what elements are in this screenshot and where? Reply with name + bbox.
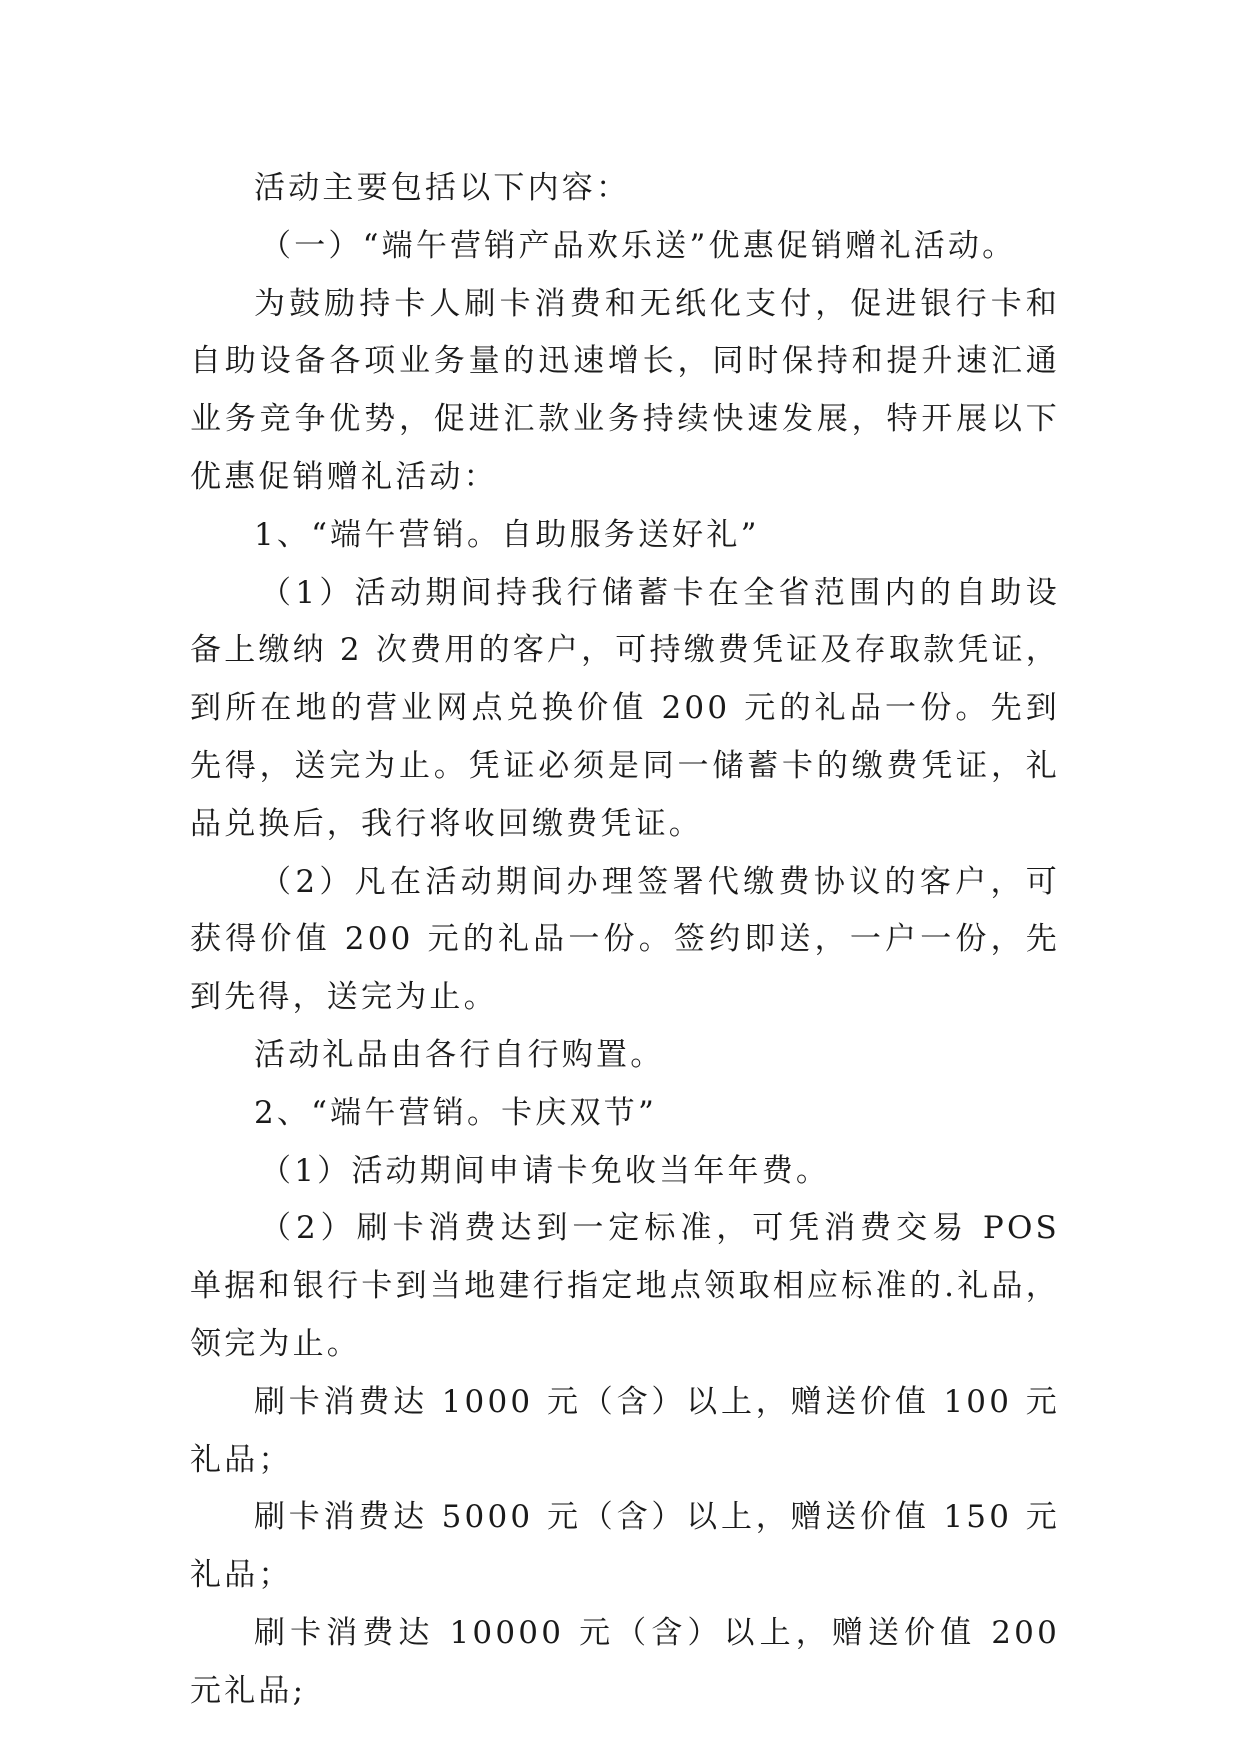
paragraph-item-1-2: （2）凡在活动期间办理签署代缴费协议的客户，可获得价值 200 元的礼品一份。签约即送，一户一份，先到先得，送完为止。 bbox=[190, 863, 1060, 1016]
subsection-heading-2: 2、“端午营销。卡庆双节” bbox=[254, 1094, 658, 1131]
list-item-tier-5000: 刷卡消费达 5000 元（含）以上，赠送价值 150 元礼品； bbox=[190, 1499, 1060, 1594]
list-item-tier-1000: 刷卡消费达 1000 元（含）以上，赠送价值 100 元礼品； bbox=[190, 1383, 1060, 1478]
paragraph-intro: 活动主要包括以下内容： bbox=[254, 170, 631, 206]
paragraph-item-2-1: （1）活动期间申请卡免收当年年费。 bbox=[260, 1152, 831, 1189]
paragraph-purpose: 为鼓励持卡人刷卡消费和无纸化支付，促进银行卡和自助设备各项业务量的迅速增长，同时保持和提升速汇通业务竞争优势，促进汇款业务持续快速发展，特开展以下优惠促销赠礼活动： bbox=[190, 285, 1060, 495]
paragraph-gift-note: 活动礼品由各行自行购置。 bbox=[254, 1036, 665, 1073]
subsection-heading-1: 1、“端午营销。自助服务送好礼” bbox=[254, 516, 760, 553]
paragraph-item-1-1: （1）活动期间持我行储蓄卡在全省范围内的自助设备上缴纳 2 次费用的客户，可持缴费凭证及存取款凭证，到所在地的营业网点兑换价值 200 元的礼品一份。先到先得，送完为止。凭证必须是同一储蓄卡的缴费凭证，礼品兑换后，我行将收回缴费凭证。 bbox=[190, 574, 1060, 842]
list-item-tier-10000: 刷卡消费达 10000 元（含）以上，赠送价值 200 元礼品; bbox=[190, 1614, 1060, 1709]
paragraph-item-2-2: （2）刷卡消费达到一定标准，可凭消费交易 POS 单据和银行卡到当地建行指定地点领取相应标准的.礼品，领完为止。 bbox=[190, 1210, 1060, 1362]
section-heading-1: （一）“端午营销产品欢乐送”优惠促销赠礼活动。 bbox=[260, 227, 1017, 264]
document-body bbox=[190, 160, 1060, 1721]
